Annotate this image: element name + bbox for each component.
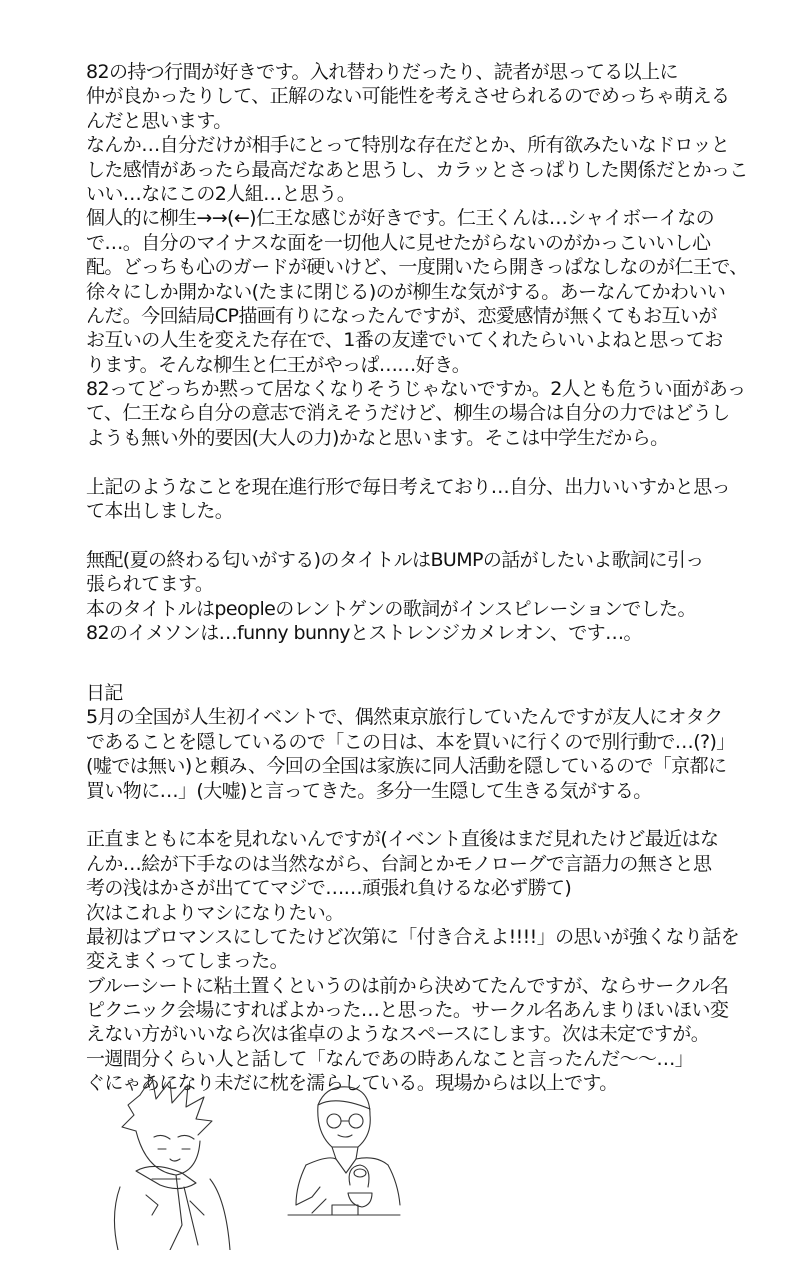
text-line: 82のイメソンは…funny bunnyとストレンジカメレオン、です…。 [86, 621, 642, 644]
paragraph-gap [86, 450, 726, 474]
text-line: 5月の全国が人生初イベントで、偶然東京旅行していたんですが友人にオタク [86, 706, 723, 729]
text-line: 配。どっちも心のガードが硬いけど、一度開いたら開きっぱなしなのが仁王で、 [86, 256, 748, 279]
text-line: ピクニック会場にすればよかった…と思った。サークル名あんまりほいほい変 [86, 999, 729, 1022]
afterword-section [86, 60, 748, 645]
text-line: えない方がいいなら次は雀卓のようなスペースにします。次は未定ですが。 [86, 1023, 710, 1046]
text-line: した感情があったら最高だなあと思うし、カラッとさっぱりした関係だとかっこ [86, 158, 748, 181]
text-line: 最初はブロマンスにしてたけど次第に「付き合えよ!!!!」の思いが強くなり話を [86, 925, 740, 948]
text-line: 日記 [86, 682, 123, 704]
text-line: 次はこれよりマシになりたい。 [86, 901, 344, 924]
text-line: ブルーシートに粘土置くというのは前から決めてたんですが、ならサークル名 [86, 974, 729, 997]
text-line: 無配(夏の終わる匂いがする)のタイトルはBUMPの話がしたいよ歌詞に引っ [86, 548, 704, 571]
text-line: 82の持つ行間が好きです。入れ替わりだったり、読者が思ってる以上に [86, 61, 678, 83]
text-line: 仲が良かったりして、正解のない可能性を考えさせられるのでめっちゃ萌える [86, 85, 730, 108]
text-line: 上記のようなことを現在進行形で毎日考えており…自分、出力いいすかと思っ [86, 475, 731, 498]
character-sketch-illustration [100, 1075, 520, 1250]
diary-section [86, 681, 740, 1096]
text-line: んか…絵が下手なのは当然ながら、台詞とかモノローグで言語力の無さと思 [86, 852, 712, 875]
paragraph-gap [86, 803, 726, 827]
text-line: 考の浅はかさが出ててマジで……頑張れ負けるな必ず勝て) [86, 877, 572, 900]
text-line: ります。そんな柳生と仁王がやっぱ……好き。 [86, 353, 471, 376]
text-line: 変えまくってしまった。 [86, 950, 289, 973]
text-line: 本のタイトルはpeopleのレントゲンの歌詞がインスピレーションでした。 [86, 597, 696, 620]
paragraph-gap [86, 523, 726, 547]
text-line: て本出しました。 [86, 500, 234, 523]
text-line: ぐにゃあになり未だに枕を濡らしている。現場からは以上です。 [86, 1072, 618, 1095]
text-line: んだ。今回結局CP描画有りになったんですが、恋愛感情が無くてもお互いが [86, 304, 717, 327]
text-line: 張られてます。 [86, 573, 214, 596]
text-line: 買い物に…」(大嘘)と言ってきた。多分一生隠して生きる気がする。 [86, 779, 652, 802]
text-line: いい…なにこの2人組…と思う。 [86, 182, 356, 205]
text-line: 徐々にしか開かない(たまに閉じる)のが柳生な気がする。あーなんてかわいい [86, 280, 726, 303]
text-line: なんか…自分だけが相手にとって特別な存在だとか、所有欲みたいなドロッと [86, 134, 730, 157]
text-line: で…。自分のマイナスな面を一切他人に見せたがらないのがかっこいいし心 [86, 231, 711, 254]
text-line: (嘘では無い)と頼み、今回の全国は家族に同人活動を隠しているので「京都に [86, 755, 727, 778]
text-line: んだと思います。 [86, 109, 232, 132]
text-line: であることを隠しているので「この日は、本を買いに行くので別行動で…(?)」 [86, 730, 735, 753]
text-line: 一週間分くらい人と話して「なんであの時あんなこと言ったんだ～～…」 [86, 1047, 694, 1070]
text-line: て、仁王なら自分の意志で消えそうだけど、柳生の場合は自分の力ではどうし [86, 402, 730, 425]
text-line: 個人的に柳生→→(←)仁王な感じが好きです。仁王くんは…シャイボーイなの [86, 207, 715, 230]
text-line: ようも無い外的要因(大人の力)かなと思います。そこは中学生だから。 [86, 426, 669, 449]
text-line: 正直まともに本を見れないんですが(イベント直後はまだ見れたけど最近はな [86, 828, 719, 851]
text-line: 82ってどっちか黙って居なくなりそうじゃないですか。2人とも危うい面があっ [86, 378, 746, 401]
text-line: お互いの人生を変えた存在で、1番の友達でいてくれたらいいよねと思ってお [86, 329, 723, 352]
